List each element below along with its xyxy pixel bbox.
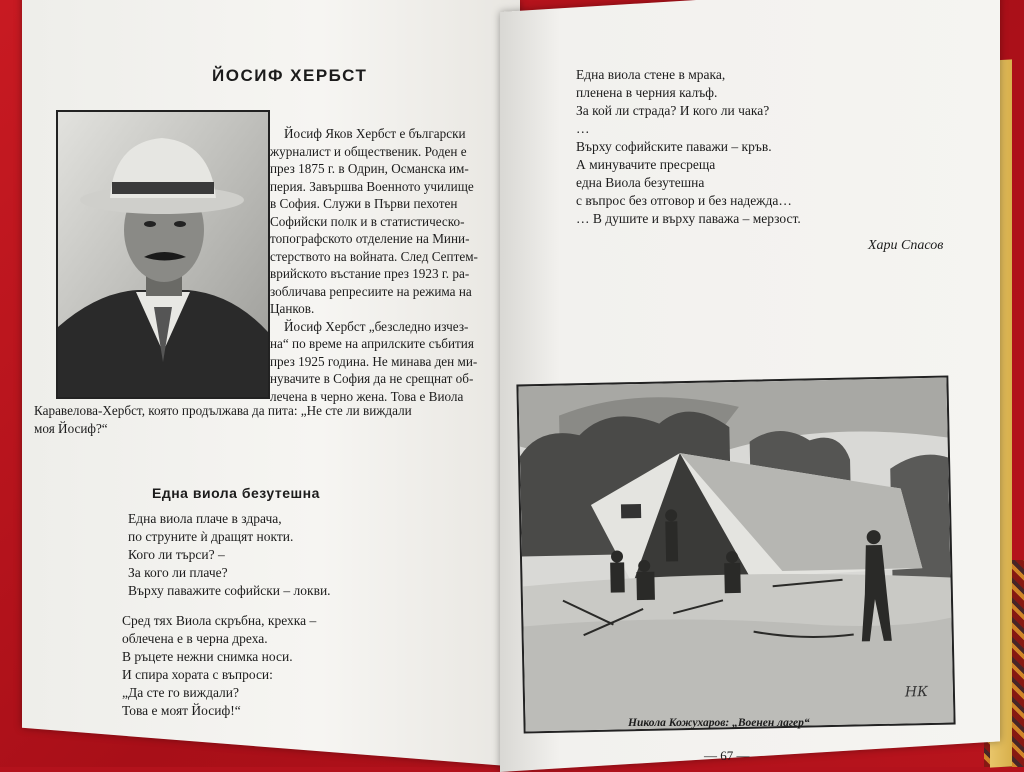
portrait-photo [56,110,270,399]
poem-line: с въпрос без отговор и без надежда… [576,193,792,208]
bio-line: моя Йосиф?“ [34,420,108,436]
poem-line: Върху софийските паважи – кръв. [576,139,772,154]
poem-line: … [576,121,590,136]
bio-line: през 1875 г. в Одрин, Османска им- [270,161,469,176]
bio-line: Йосиф Хербст „безследно изчез- [284,318,469,334]
poem-line: облечена е в черна дреха. [122,631,268,646]
painting-military-camp [516,376,955,734]
bio-line: Йосиф Яков Хербст е български [284,126,466,141]
bio-line: перия. Завършва Военното училище [270,178,474,194]
bio-line: топографското отделение на Мини- [270,231,470,246]
poem-author: Хари Спасов [868,238,944,253]
bio-line: Софийски полк и в статистическо- [270,213,465,229]
painting-signature: НК [904,684,929,701]
bio-line: лечена в черно жена. Това е Виола [270,388,464,404]
poem-line: по струните ѝ дращят нокти. [128,529,294,544]
poem-line: една Виола безутешна [576,175,705,190]
poem-stanza-2 [122,612,316,720]
poem-line: За кого ли плаче? [128,565,228,580]
bio-line: на“ по време на априлските събития [270,336,474,351]
bio-line: врийското въстание през 1923 г. ра- [270,266,470,281]
bio-line: през 1925 година. Не минава ден ми- [270,353,478,369]
bio-line: Каравелова-Хербст, която продължава да пита: „Не сте ли виждали [34,403,412,418]
poem-line: Една виола плаче в здрача, [128,511,282,526]
poem-line: пленена в черния калъф. [576,85,718,100]
poem-line: И спира хората с въпроси: [122,667,273,682]
bio-line: Цанков. [270,301,315,316]
poem-line: Кого ли търси? – [128,547,225,562]
bio-line: зобличава репресиите на режима на [270,283,472,299]
poem-line: Това е моят Йосиф!“ [122,703,241,718]
page-title: ЙОСИФ ХЕРБСТ [212,66,368,85]
poem-line: А минувачите пресреща [576,157,716,172]
bio-line: нувачите в София да не срещнат об- [270,371,474,386]
poem-title: Една виола безутешна [152,485,320,501]
page-number: — 67 — [704,748,750,763]
poem-line: Върху паважите софийски – локви. [128,583,331,598]
biography-tail [34,402,489,437]
poem-line: Една виола стене в мрака, [576,67,726,82]
biography-text [270,125,500,405]
bio-line: в София. Служи в Първи пехотен [270,196,458,211]
poem-line: … В душите и върху паважа – мерзост. [576,211,801,226]
bio-line: стерството на войната. След Септем- [270,248,478,264]
poem-stanza-1 [128,510,331,600]
poem-line: Сред тях Виола скръбна, крехка – [122,613,317,628]
poem-line: За кой ли страда? И кого ли чака? [576,103,770,118]
poem-line: В ръцете нежни снимка носи. [122,649,293,664]
poem-line: „Да сте го виждали? [122,685,240,700]
painting-caption: Никола Кожухаров: „Военен лагер“ [628,717,810,729]
bio-line: журналист и общественик. Роден е [270,143,467,159]
poem-stanza-3 [576,66,801,228]
